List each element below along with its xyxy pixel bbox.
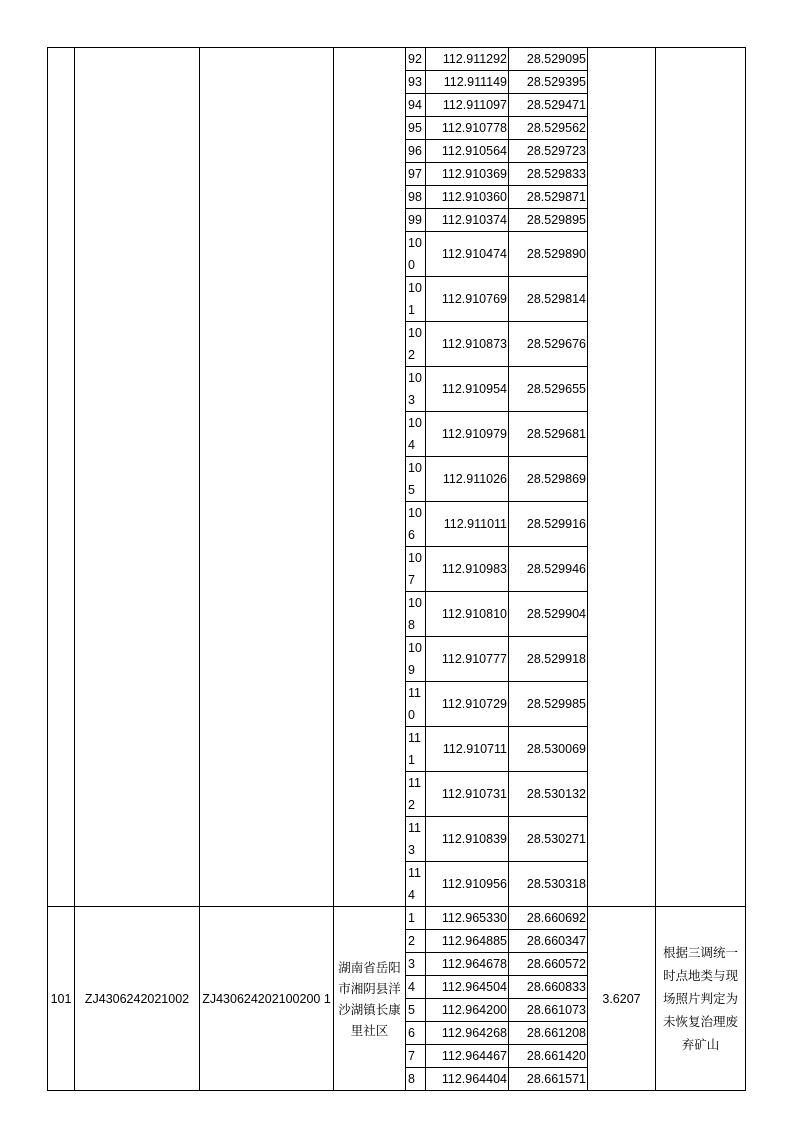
point-number: 111: [406, 727, 426, 772]
point-x: 112.910839: [426, 817, 509, 862]
seq-cell: 101: [48, 907, 75, 1091]
point-y: 28.529869: [509, 457, 588, 502]
point-number: 109: [406, 637, 426, 682]
point-number: 96: [406, 140, 426, 163]
point-x: 112.964678: [426, 953, 509, 976]
point-number: 8: [406, 1068, 426, 1091]
point-number: 3: [406, 953, 426, 976]
point-x: 112.911026: [426, 457, 509, 502]
point-number: 1: [406, 907, 426, 930]
point-number: 98: [406, 186, 426, 209]
point-x: 112.910369: [426, 163, 509, 186]
point-number: 113: [406, 817, 426, 862]
point-x: 112.910956: [426, 862, 509, 907]
point-x: 112.964504: [426, 976, 509, 999]
coordinate-table: [47, 47, 746, 1091]
point-number: 94: [406, 94, 426, 117]
point-y: 28.529918: [509, 637, 588, 682]
point-x: 112.964404: [426, 1068, 509, 1091]
table-row: [48, 907, 746, 930]
seq-cell-empty: [48, 48, 75, 907]
point-y: 28.529833: [509, 163, 588, 186]
point-x: 112.910711: [426, 727, 509, 772]
point-y: 28.529562: [509, 117, 588, 140]
point-number: 103: [406, 367, 426, 412]
point-number: 97: [406, 163, 426, 186]
point-y: 28.530318: [509, 862, 588, 907]
point-y: 28.529890: [509, 232, 588, 277]
point-y: 28.529946: [509, 547, 588, 592]
point-number: 100: [406, 232, 426, 277]
point-y: 28.529895: [509, 209, 588, 232]
area-cell-empty: [588, 48, 656, 907]
area-cell: 3.6207: [588, 907, 656, 1091]
point-x: 112.910769: [426, 277, 509, 322]
point-y: 28.661420: [509, 1045, 588, 1068]
point-x: 112.965330: [426, 907, 509, 930]
point-x: 112.911149: [426, 71, 509, 94]
point-x: 112.910731: [426, 772, 509, 817]
point-x: 112.910360: [426, 186, 509, 209]
point-y: 28.661571: [509, 1068, 588, 1091]
point-y: 28.660572: [509, 953, 588, 976]
point-x: 112.910564: [426, 140, 509, 163]
point-y: 28.661073: [509, 999, 588, 1022]
id-cell-empty: [75, 48, 200, 907]
point-number: 95: [406, 117, 426, 140]
point-number: 107: [406, 547, 426, 592]
point-x: 112.910954: [426, 367, 509, 412]
point-x: 112.911011: [426, 502, 509, 547]
point-x: 112.910983: [426, 547, 509, 592]
page-sheet: [47, 47, 746, 1091]
point-y: 28.661208: [509, 1022, 588, 1045]
table-body: [48, 48, 746, 1091]
point-number: 93: [406, 71, 426, 94]
point-number: 101: [406, 277, 426, 322]
point-x: 112.911292: [426, 48, 509, 71]
point-y: 28.529985: [509, 682, 588, 727]
point-y: 28.660347: [509, 930, 588, 953]
point-y: 28.529655: [509, 367, 588, 412]
remark-cell-empty: [656, 48, 746, 907]
point-number: 92: [406, 48, 426, 71]
point-y: 28.530132: [509, 772, 588, 817]
remark-cell: 根据三调统一时点地类与现场照片判定为未恢复治理废弃矿山: [656, 907, 746, 1091]
point-y: 28.660692: [509, 907, 588, 930]
point-x: 112.964268: [426, 1022, 509, 1045]
point-x: 112.910810: [426, 592, 509, 637]
point-number: 5: [406, 999, 426, 1022]
id-cell: ZJ4306242021002: [75, 907, 200, 1091]
table-row: [48, 48, 746, 71]
point-y: 28.660833: [509, 976, 588, 999]
location-cell-empty: [334, 48, 406, 907]
location-cell: 湖南省岳阳市湘阴县洋沙湖镇长康里社区: [334, 907, 406, 1091]
point-number: 105: [406, 457, 426, 502]
point-x: 112.964467: [426, 1045, 509, 1068]
point-x: 112.910778: [426, 117, 509, 140]
point-x: 112.964200: [426, 999, 509, 1022]
point-y: 28.529395: [509, 71, 588, 94]
point-number: 110: [406, 682, 426, 727]
point-number: 102: [406, 322, 426, 367]
point-number: 106: [406, 502, 426, 547]
point-x: 112.964885: [426, 930, 509, 953]
source-id-cell: ZJ430624202100200 1: [200, 907, 334, 1091]
point-number: 104: [406, 412, 426, 457]
point-y: 28.529676: [509, 322, 588, 367]
point-number: 114: [406, 862, 426, 907]
point-y: 28.530069: [509, 727, 588, 772]
point-number: 4: [406, 976, 426, 999]
point-x: 112.910873: [426, 322, 509, 367]
point-number: 108: [406, 592, 426, 637]
point-x: 112.910729: [426, 682, 509, 727]
point-y: 28.529916: [509, 502, 588, 547]
point-x: 112.910777: [426, 637, 509, 682]
point-y: 28.530271: [509, 817, 588, 862]
point-x: 112.910474: [426, 232, 509, 277]
point-y: 28.529814: [509, 277, 588, 322]
point-y: 28.529723: [509, 140, 588, 163]
point-x: 112.910979: [426, 412, 509, 457]
point-number: 99: [406, 209, 426, 232]
point-y: 28.529471: [509, 94, 588, 117]
point-x: 112.911097: [426, 94, 509, 117]
source-id-cell-empty: [200, 48, 334, 907]
point-number: 2: [406, 930, 426, 953]
point-x: 112.910374: [426, 209, 509, 232]
point-y: 28.529904: [509, 592, 588, 637]
point-y: 28.529095: [509, 48, 588, 71]
point-number: 6: [406, 1022, 426, 1045]
point-y: 28.529681: [509, 412, 588, 457]
point-y: 28.529871: [509, 186, 588, 209]
point-number: 7: [406, 1045, 426, 1068]
point-number: 112: [406, 772, 426, 817]
